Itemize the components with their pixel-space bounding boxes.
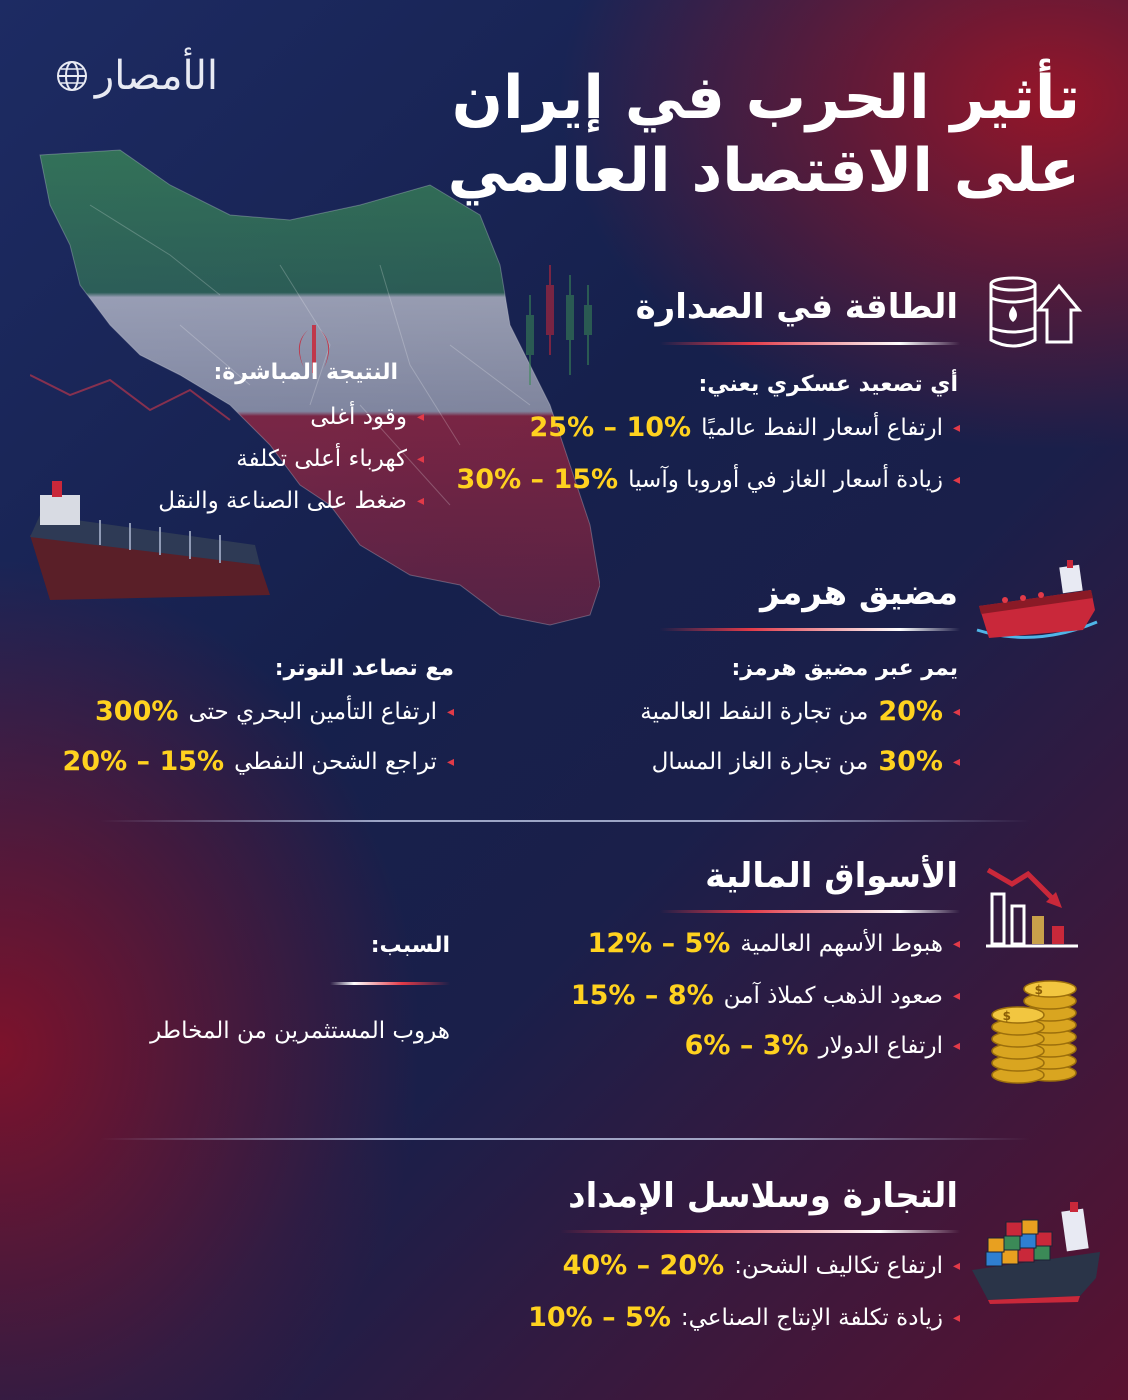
hormuz-item-oil	[640, 696, 960, 727]
energy-item-oil	[530, 412, 960, 443]
logo-text: الأمصار	[94, 53, 218, 99]
title-line-1: تأثير الحرب في إيران	[451, 63, 1080, 133]
energy-result-heading: النتيجة المباشرة:	[213, 360, 398, 385]
trade-item-production-text: زيادة تكلفة الإنتاج الصناعي:	[680, 1304, 943, 1331]
hormuz-tension-shipping	[63, 746, 454, 777]
bullet-icon: ◂	[952, 753, 960, 770]
hormuz-tension-insurance-text: ارتفاع التأمين البحري حتى	[188, 698, 437, 725]
markets-reason-underline	[330, 982, 450, 985]
trade-item-production	[528, 1302, 960, 1333]
bullet-icon: ◂	[952, 935, 960, 952]
title-line-2: على الاقتصاد العالمي	[447, 136, 1080, 207]
bullet-icon: ◂	[952, 1257, 960, 1274]
markets-item-dollar-text: ارتفاع الدولار	[818, 1032, 943, 1059]
energy-item-oil-text: ارتفاع أسعار النفط عالميًا	[701, 414, 943, 441]
hormuz-heading: مضيق هرمز	[760, 573, 958, 613]
bullet-icon: ◂	[952, 1309, 960, 1326]
energy-heading: الطاقة في الصدارة	[635, 287, 958, 327]
hormuz-subheading: يمر عبر مضيق هرمز:	[731, 656, 958, 681]
energy-item-gas	[457, 464, 960, 495]
energy-heading-underline	[660, 342, 960, 345]
arrow-up-icon	[1039, 286, 1079, 342]
markets-heading: الأسواق المالية	[705, 856, 958, 896]
energy-subheading: أي تصعيد عسكري يعني:	[698, 372, 958, 397]
energy-item-gas-value: 15% – 30%	[456, 464, 619, 495]
hormuz-item-gas	[652, 746, 960, 777]
globe-icon	[55, 59, 89, 93]
markets-item-dollar	[685, 1030, 960, 1061]
bullet-icon: ◂	[416, 493, 424, 509]
hormuz-item-gas-value: 30%	[878, 746, 943, 777]
hormuz-tension-shipping-value: 15% – 20%	[62, 746, 225, 777]
markets-item-gold-value: 8% – 15%	[570, 980, 714, 1011]
bullet-icon: ◂	[952, 419, 960, 436]
markets-item-stocks-text: هبوط الأسهم العالمية	[740, 930, 943, 957]
energy-result-1-text: وقود أغلى	[310, 404, 407, 430]
energy-item-gas-text: زيادة أسعار الغاز في أوروبا وآسيا	[628, 466, 943, 493]
markets-item-gold-text: صعود الذهب كملاذ آمن	[723, 982, 943, 1009]
energy-item-oil-value: 10% – 25%	[529, 412, 692, 443]
hormuz-item-oil-text: من تجارة النفط العالمية	[640, 698, 869, 725]
hormuz-tension-insurance	[95, 696, 454, 727]
trade-heading: التجارة وسلاسل الإمداد	[568, 1176, 958, 1216]
hormuz-tension-insurance-value: 300%	[95, 696, 179, 727]
markets-item-stocks-value: 5% – 12%	[587, 928, 731, 959]
bullet-icon: ◂	[446, 753, 454, 770]
falling-chart-icon	[982, 860, 1082, 950]
trade-item-shipping-value: 20% – 40%	[562, 1250, 725, 1281]
bullet-icon: ◂	[952, 703, 960, 720]
energy-result-2-text: كهرباء أعلى تكلفة	[236, 446, 407, 472]
markets-item-dollar-value: 3% – 6%	[684, 1030, 809, 1061]
markets-item-gold	[571, 980, 960, 1011]
bullet-icon: ◂	[416, 451, 424, 467]
gold-coins-icon	[988, 975, 1083, 1085]
svg-text:$: $	[1034, 983, 1043, 997]
markets-heading-underline	[660, 910, 960, 913]
energy-result-2	[236, 446, 424, 472]
trade-item-production-value: 5% – 10%	[528, 1302, 671, 1333]
trade-heading-underline	[560, 1230, 960, 1233]
bullet-icon: ◂	[446, 703, 454, 720]
oil-barrel-icon	[985, 272, 1085, 352]
container-ship-icon	[968, 1200, 1108, 1305]
trade-item-shipping-text: ارتفاع تكاليف الشحن:	[734, 1252, 943, 1279]
trade-item-shipping	[563, 1250, 960, 1281]
markets-item-stocks	[588, 928, 960, 959]
bullet-icon: ◂	[952, 987, 960, 1004]
hormuz-item-oil-value: 20%	[878, 696, 943, 727]
energy-result-3-text: ضغط على الصناعة والنقل	[158, 488, 407, 514]
markets-reason-heading: السبب:	[370, 933, 450, 958]
section-divider	[100, 1138, 1030, 1140]
bullet-icon: ◂	[416, 409, 424, 425]
energy-result-3	[158, 488, 424, 514]
hormuz-tension-heading: مع تصاعد التوتر:	[274, 656, 454, 681]
brand-logo	[48, 46, 218, 106]
tanker-ship-icon	[975, 560, 1100, 650]
hormuz-heading-underline	[660, 628, 960, 631]
energy-result-1	[310, 404, 424, 430]
bullet-icon: ◂	[952, 1037, 960, 1054]
section-divider	[100, 820, 1030, 822]
svg-text:$: $	[1002, 1009, 1011, 1023]
hormuz-item-gas-text: من تجارة الغاز المسال	[651, 748, 869, 775]
markets-reason-text: هروب المستثمرين من المخاطر	[150, 1018, 450, 1044]
hormuz-tension-shipping-text: تراجع الشحن النفطي	[234, 748, 437, 775]
bullet-icon: ◂	[952, 471, 960, 488]
